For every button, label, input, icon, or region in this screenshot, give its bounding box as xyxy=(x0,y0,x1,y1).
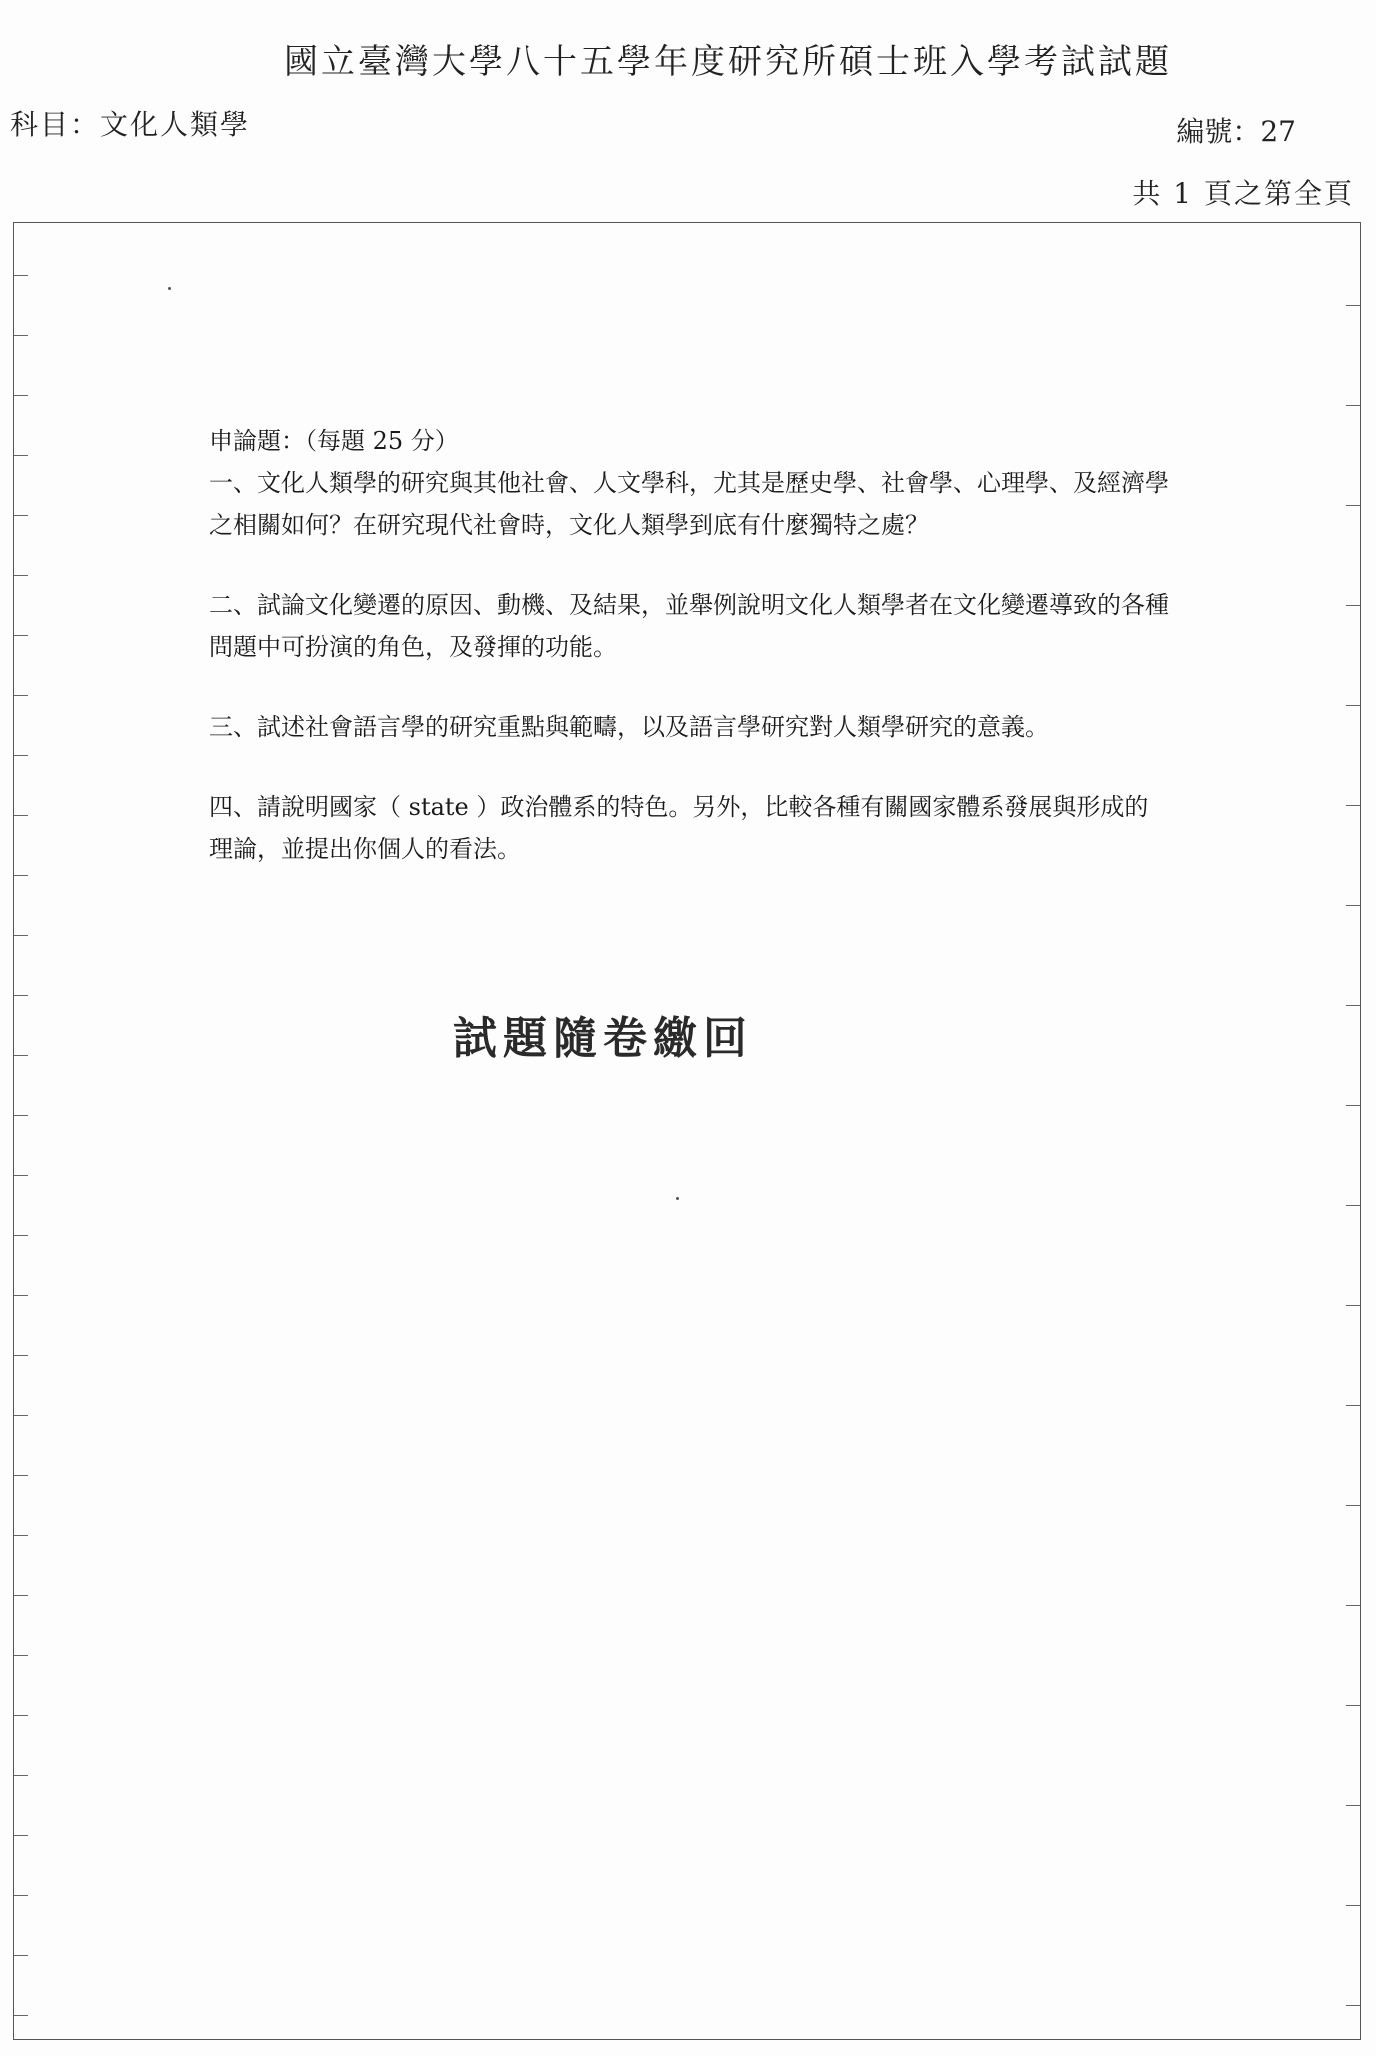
margin-tick xyxy=(1346,305,1360,306)
margin-tick xyxy=(14,1355,28,1356)
margin-tick xyxy=(14,1475,28,1476)
scan-speck xyxy=(676,1197,679,1200)
margin-tick xyxy=(1346,1205,1360,1206)
margin-tick xyxy=(14,755,28,756)
margin-tick xyxy=(14,1655,28,1656)
margin-tick xyxy=(1346,1705,1360,1706)
question-section xyxy=(209,420,1169,908)
margin-tick xyxy=(1346,1905,1360,1906)
section-heading: 申論題：（每題 25 分） xyxy=(209,427,459,455)
subject-label: 科目：文化人類學 xyxy=(10,108,251,141)
margin-tick xyxy=(14,1415,28,1416)
exam-title: 國立臺灣大學八十五學年度研究所碩士班入學考試試題 xyxy=(284,42,1172,82)
margin-tick xyxy=(14,635,28,636)
margin-tick xyxy=(1346,705,1360,706)
margin-tick xyxy=(1346,405,1360,406)
margin-tick xyxy=(14,1955,28,1956)
margin-tick xyxy=(1346,905,1360,906)
margin-tick xyxy=(14,815,28,816)
margin-tick xyxy=(1346,1405,1360,1406)
margin-tick xyxy=(14,455,28,456)
margin-tick xyxy=(1346,1105,1360,1106)
margin-tick xyxy=(14,1595,28,1596)
question-2: 二、試論文化變遷的原因、動機、及結果，並舉例說明文化人類學者在文化變遷導致的各種問題中可扮演的角色，及發揮的功能。 xyxy=(209,591,1169,661)
margin-tick xyxy=(14,1535,28,1536)
margin-tick xyxy=(1346,1605,1360,1606)
question-4: 四、請說明國家（ state ）政治體系的特色。另外，比較各種有關國家體系發展與形成的理論，並提出你個人的看法。 xyxy=(209,793,1149,863)
margin-tick xyxy=(1346,605,1360,606)
margin-tick xyxy=(14,515,28,516)
margin-tick xyxy=(14,1715,28,1716)
margin-tick xyxy=(14,1895,28,1896)
margin-tick xyxy=(14,1295,28,1296)
margin-tick xyxy=(14,1175,28,1176)
scan-speck xyxy=(168,287,171,290)
question-3: 三、試述社會語言學的研究重點與範疇，以及語言學研究對人類學研究的意義。 xyxy=(209,713,1049,741)
question-1: 一、文化人類學的研究與其他社會、人文學科，尤其是歷史學、社會學、心理學、及經濟學之相關如何？在研究現代社會時，文化人類學到底有什麼獨特之處？ xyxy=(209,469,1169,539)
margin-tick xyxy=(1346,1805,1360,1806)
margin-tick xyxy=(14,875,28,876)
margin-tick xyxy=(14,935,28,936)
margin-tick xyxy=(1346,1505,1360,1506)
margin-tick xyxy=(14,2015,28,2016)
margin-tick xyxy=(14,335,28,336)
margin-tick xyxy=(14,995,28,996)
page-count: 共 1 頁之第全頁 xyxy=(1132,177,1354,210)
margin-tick xyxy=(14,1835,28,1836)
margin-tick xyxy=(14,1775,28,1776)
exam-code: 編號：27 xyxy=(1176,115,1296,148)
margin-tick xyxy=(1346,2005,1360,2006)
return-notice: 試題隨卷繳回 xyxy=(453,1013,753,1064)
margin-tick xyxy=(1346,805,1360,806)
margin-tick xyxy=(14,575,28,576)
margin-tick xyxy=(14,1115,28,1116)
margin-tick xyxy=(14,1235,28,1236)
margin-tick xyxy=(1346,1305,1360,1306)
margin-tick xyxy=(1346,505,1360,506)
margin-tick xyxy=(14,695,28,696)
margin-tick xyxy=(14,275,28,276)
margin-tick xyxy=(14,395,28,396)
